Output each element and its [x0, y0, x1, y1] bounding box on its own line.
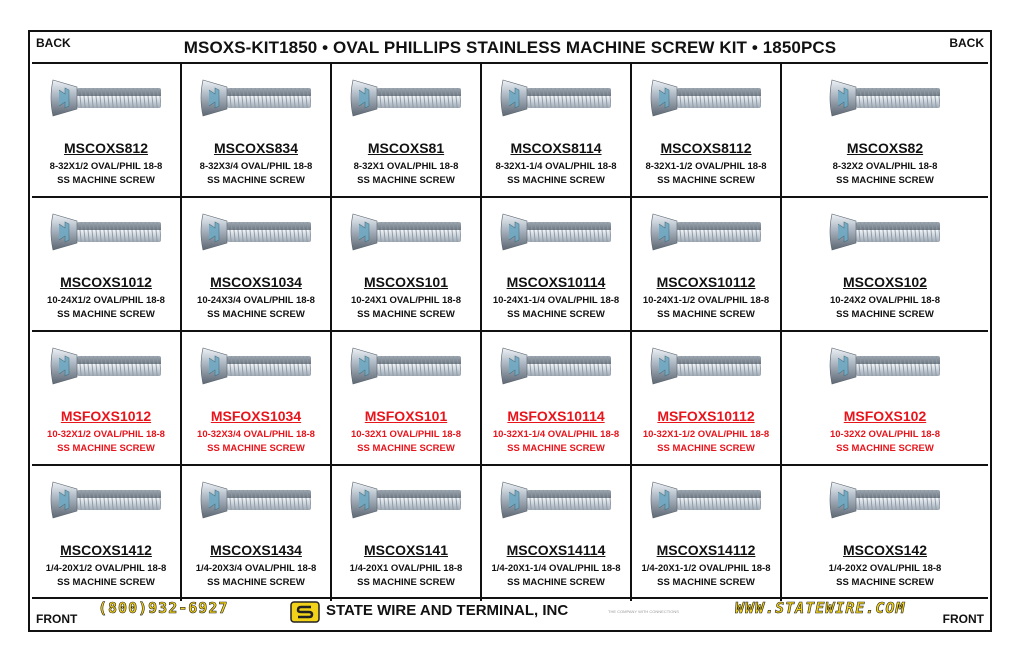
screw-icon [497, 478, 615, 522]
part-material: SS MACHINE SCREW [207, 577, 305, 588]
screw-icon [347, 344, 465, 388]
screw-cell [332, 466, 482, 601]
screw-cell [632, 198, 782, 332]
company-name: STATE WIRE AND TERMINAL, INC [326, 602, 569, 619]
screw-icon [497, 344, 615, 388]
part-description: 8-32X1-1/2 OVAL/PHIL 18-8 [645, 161, 767, 172]
part-description: 8-32X1/2 OVAL/PHIL 18-8 [49, 161, 163, 172]
screw-cell [32, 198, 182, 332]
screw-icon [826, 76, 944, 120]
part-number: MSCOXS8114 [510, 140, 602, 156]
kit-label-sheet [28, 30, 992, 632]
screw-cell [32, 64, 182, 198]
part-description: 1/4-20X1-1/4 OVAL/PHIL 18-8 [491, 563, 621, 574]
screw-cell [332, 332, 482, 466]
part-material: SS MACHINE SCREW [657, 577, 755, 588]
screw-icon [347, 76, 465, 120]
part-description: 10-32X1 OVAL/PHIL 18-8 [350, 429, 461, 440]
part-number: MSCOXS101 [363, 274, 449, 290]
part-number: MSCOXS10114 [506, 274, 606, 290]
part-number: MSCOXS10112 [656, 274, 756, 290]
screw-icon [347, 210, 465, 254]
part-number: MSFOXS1034 [210, 408, 302, 424]
part-description: 10-24X1-1/4 OVAL/PHIL 18-8 [492, 295, 620, 306]
part-material: SS MACHINE SCREW [836, 309, 934, 320]
part-material: SS MACHINE SCREW [507, 309, 605, 320]
part-number: MSCOXS1034 [210, 274, 302, 290]
part-number: MSCOXS1434 [210, 542, 302, 558]
part-material: SS MACHINE SCREW [507, 175, 605, 186]
screw-icon [497, 76, 615, 120]
s-logo-icon [290, 601, 320, 623]
part-description: 8-32X3/4 OVAL/PHIL 18-8 [199, 161, 313, 172]
screw-cell [182, 198, 332, 332]
screw-icon [197, 478, 315, 522]
screw-icon [47, 76, 165, 120]
part-material: SS MACHINE SCREW [207, 309, 305, 320]
company-tagline: THE COMPANY WITH CONNECTIONS [608, 609, 679, 614]
part-number: MSCOXS142 [842, 542, 928, 558]
part-material: SS MACHINE SCREW [57, 577, 155, 588]
screw-icon [347, 478, 465, 522]
screw-icon [47, 344, 165, 388]
corner-front-left: FRONT [36, 612, 78, 626]
screw-icon [647, 478, 765, 522]
part-description: 10-24X1/2 OVAL/PHIL 18-8 [47, 295, 165, 306]
part-number: MSCOXS82 [846, 140, 924, 156]
part-material: SS MACHINE SCREW [207, 443, 305, 454]
part-number: MSFOXS1012 [60, 408, 152, 424]
part-number: MSCOXS14112 [656, 542, 756, 558]
screw-grid [32, 62, 988, 599]
screw-cell [182, 332, 332, 466]
screw-icon [826, 344, 944, 388]
part-material: SS MACHINE SCREW [507, 443, 605, 454]
part-description: 10-32X1-1/2 OVAL/PHIL 18-8 [642, 429, 770, 440]
screw-cell [182, 466, 332, 601]
part-material: SS MACHINE SCREW [836, 577, 934, 588]
screw-cell [482, 466, 632, 601]
screw-icon [497, 210, 615, 254]
screw-icon [826, 210, 944, 254]
footer [30, 597, 990, 630]
screw-cell [32, 466, 182, 601]
part-material: SS MACHINE SCREW [657, 309, 755, 320]
part-description: 10-24X3/4 OVAL/PHIL 18-8 [197, 295, 315, 306]
screw-icon [647, 210, 765, 254]
screw-icon [647, 76, 765, 120]
part-description: 1/4-20X1-1/2 OVAL/PHIL 18-8 [641, 563, 771, 574]
part-number: MSCOXS8112 [660, 140, 752, 156]
part-number: MSCOXS1012 [60, 274, 152, 290]
part-number: MSCOXS812 [63, 140, 149, 156]
screw-cell [632, 64, 782, 198]
part-number: MSCOXS81 [367, 140, 445, 156]
screw-cell [332, 64, 482, 198]
part-material: SS MACHINE SCREW [207, 175, 305, 186]
part-number: MSCOXS834 [213, 140, 299, 156]
part-material: SS MACHINE SCREW [357, 175, 455, 186]
part-description: 10-24X1-1/2 OVAL/PHIL 18-8 [642, 295, 770, 306]
part-number: MSCOXS1412 [60, 542, 152, 558]
part-description: 10-32X1-1/4 OVAL/PHIL 18-8 [492, 429, 620, 440]
screw-cell [632, 332, 782, 466]
website-url: WWW.STATEWIRE.COM [735, 599, 906, 617]
screw-cell [332, 198, 482, 332]
part-material: SS MACHINE SCREW [657, 443, 755, 454]
part-material: SS MACHINE SCREW [357, 443, 455, 454]
screw-cell [782, 64, 988, 198]
part-description: 8-32X1-1/4 OVAL/PHIL 18-8 [495, 161, 617, 172]
part-description: 1/4-20X2 OVAL/PHIL 18-8 [828, 563, 942, 574]
part-material: SS MACHINE SCREW [836, 443, 934, 454]
part-material: SS MACHINE SCREW [507, 577, 605, 588]
part-number: MSCOXS14114 [506, 542, 606, 558]
screw-cell [782, 332, 988, 466]
part-number: MSFOXS10114 [507, 408, 605, 424]
part-description: 10-32X2 OVAL/PHIL 18-8 [829, 429, 940, 440]
screw-cell [782, 198, 988, 332]
part-number: MSCOXS102 [842, 274, 928, 290]
screw-icon [197, 210, 315, 254]
screw-icon [47, 478, 165, 522]
screw-icon [197, 76, 315, 120]
part-number: MSCOXS141 [363, 542, 449, 558]
part-description: 8-32X2 OVAL/PHIL 18-8 [832, 161, 938, 172]
part-description: 10-24X1 OVAL/PHIL 18-8 [350, 295, 461, 306]
part-material: SS MACHINE SCREW [57, 175, 155, 186]
screw-cell [482, 198, 632, 332]
part-material: SS MACHINE SCREW [357, 577, 455, 588]
part-material: SS MACHINE SCREW [57, 309, 155, 320]
corner-back-right: BACK [949, 36, 984, 50]
part-material: SS MACHINE SCREW [57, 443, 155, 454]
screw-icon [826, 478, 944, 522]
screw-icon [47, 210, 165, 254]
screw-cell [182, 64, 332, 198]
part-material: SS MACHINE SCREW [836, 175, 934, 186]
screw-cell [632, 466, 782, 601]
phone-number: (800)932-6927 [98, 599, 229, 617]
corner-front-right: FRONT [942, 612, 984, 626]
part-material: SS MACHINE SCREW [357, 309, 455, 320]
part-description: 1/4-20X1/2 OVAL/PHIL 18-8 [45, 563, 167, 574]
corner-back-left: BACK [36, 36, 71, 50]
screw-icon [197, 344, 315, 388]
part-number: MSFOXS101 [364, 408, 448, 424]
kit-title: MSOXS-KIT1850 • OVAL PHILLIPS STAINLESS MACHINE SCREW KIT • 1850PCS [183, 38, 837, 57]
part-material: SS MACHINE SCREW [657, 175, 755, 186]
screw-cell [482, 332, 632, 466]
screw-cell [782, 466, 988, 601]
part-description: 8-32X1 OVAL/PHIL 18-8 [353, 161, 459, 172]
part-description: 1/4-20X3/4 OVAL/PHIL 18-8 [195, 563, 317, 574]
part-description: 10-32X3/4 OVAL/PHIL 18-8 [197, 429, 315, 440]
part-number: MSFOXS102 [843, 408, 927, 424]
part-number: MSFOXS10112 [657, 408, 755, 424]
part-description: 10-24X2 OVAL/PHIL 18-8 [829, 295, 940, 306]
screw-cell [482, 64, 632, 198]
part-description: 1/4-20X1 OVAL/PHIL 18-8 [349, 563, 463, 574]
screw-cell [32, 332, 182, 466]
screw-icon [647, 344, 765, 388]
part-description: 10-32X1/2 OVAL/PHIL 18-8 [47, 429, 165, 440]
